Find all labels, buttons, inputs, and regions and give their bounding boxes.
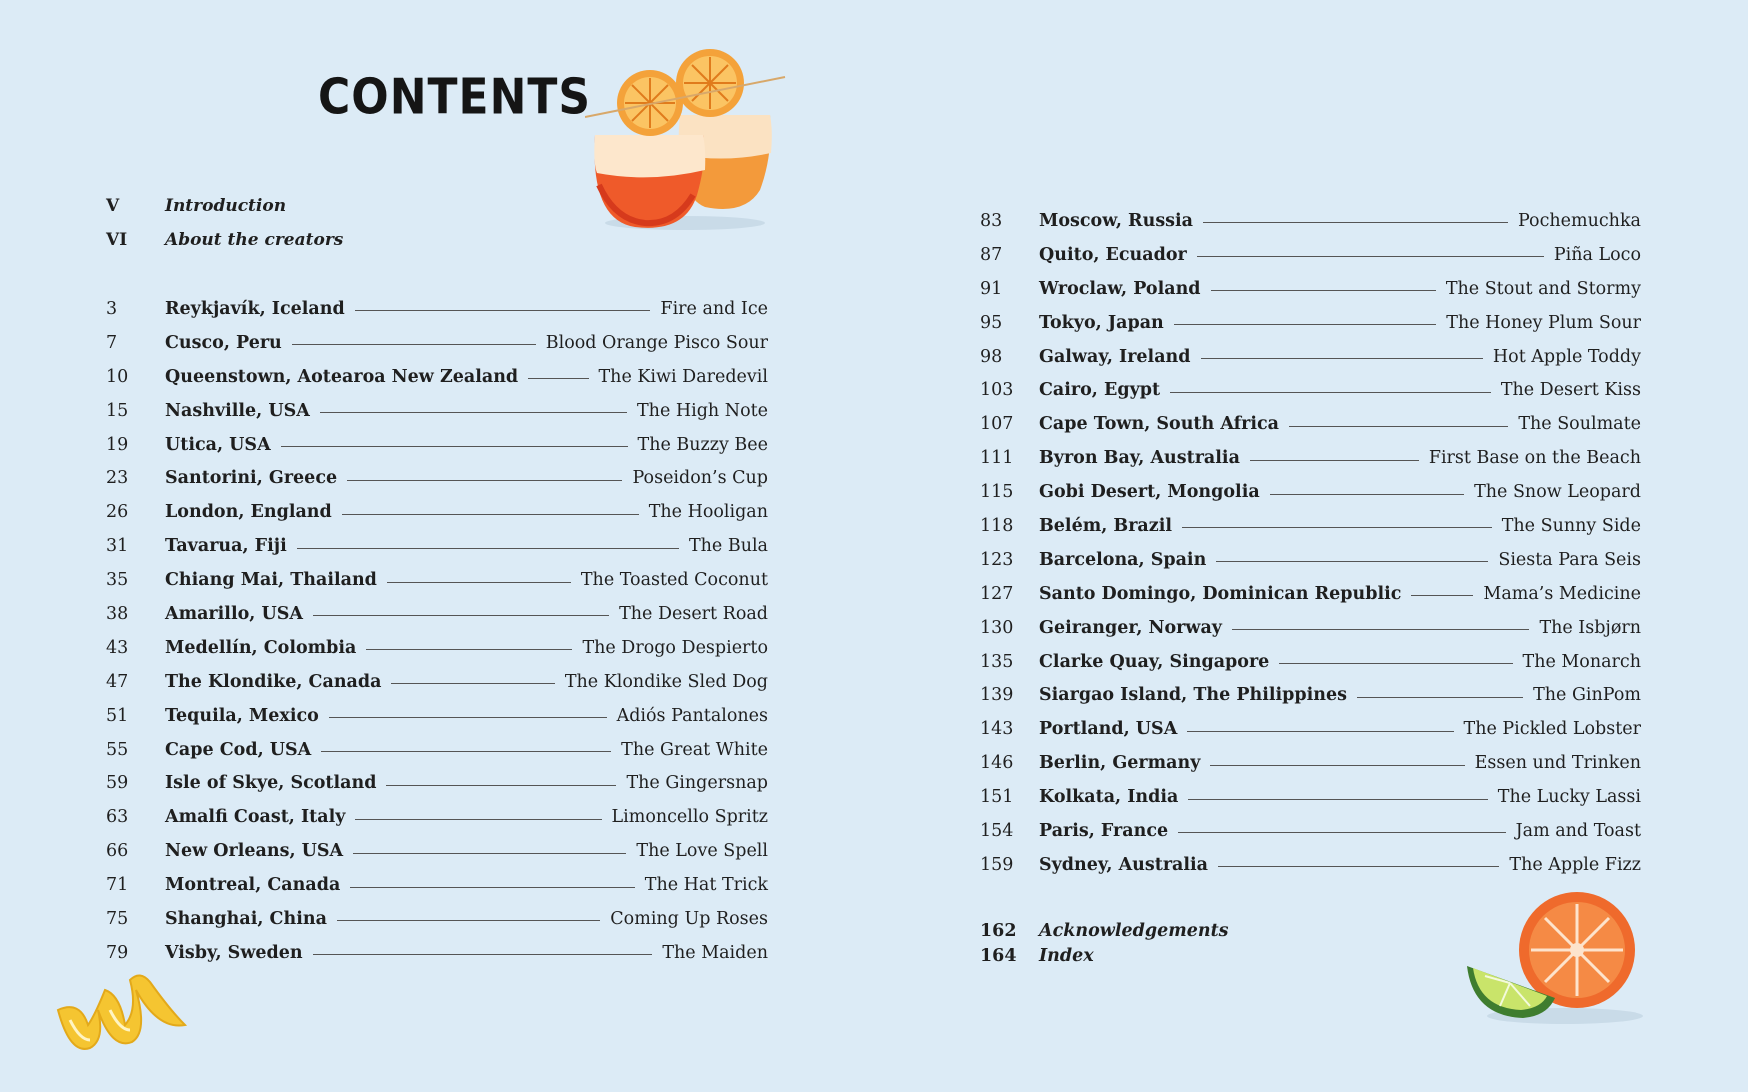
toc-place: Santorini, Greece [165,468,338,489]
toc-page-number: 111 [980,448,1014,469]
toc-page-number: 59 [106,773,129,794]
toc-row-santorini-greece[interactable] [106,461,768,495]
toc-row-index[interactable] [980,943,1229,968]
toc-drink: The Toasted Coconut [580,570,768,591]
toc-drink: Coming Up Roses [610,908,768,929]
toc-drink: The Lucky Lassi [1497,787,1641,808]
toc-page-number: 107 [980,414,1014,435]
toc-page-number: 75 [106,908,129,929]
toc-place: Siargao Island, The Philippines [1039,685,1347,706]
toc-page-number: 7 [106,332,118,353]
toc-page-number: 135 [980,651,1014,672]
toc-drink: Hot Apple Toddy [1492,346,1641,367]
toc-page-number: 146 [980,753,1014,774]
toc-leader-line [320,412,627,413]
toc-leader-line [1203,222,1508,223]
toc-label: Acknowledgements [1039,920,1229,941]
toc-row-reykjavik-iceland[interactable] [106,292,768,326]
toc-row-paris-france[interactable] [980,814,1641,848]
toc-place: Queenstown, Aotearoa New Zealand [165,366,519,387]
toc-place: Berlin, Germany [1039,753,1201,774]
toc-drink: Essen und Trinken [1474,753,1641,774]
toc-page-number: 118 [980,515,1014,536]
toc-place: Amalfi Coast, Italy [165,807,346,828]
toc-leader-line [387,582,571,583]
toc-leader-line [353,853,626,854]
toc-page-number: 3 [106,298,118,319]
toc-row-tequila-mexico[interactable] [106,699,768,733]
toc-leader-line [355,310,651,311]
toc-page-number: 19 [106,434,129,455]
toc-place: Medellín, Colombia [165,637,357,658]
toc-place: The Klondike, Canada [165,671,382,692]
toc-page-number: 35 [106,570,129,591]
toc-place: Tokyo, Japan [1039,312,1164,333]
toc-drink: Adiós Pantalones [616,705,768,726]
page-title: CONTENTS [318,68,592,127]
toc-row-clarke-quay-singapore[interactable] [980,645,1641,679]
toc-leader-line [386,785,616,786]
toc-page-number: 47 [106,671,129,692]
toc-page-number: 51 [106,705,129,726]
toc-row-london-england[interactable] [106,495,768,529]
toc-drink: The Gingersnap [626,773,768,794]
toc-drink: Jam and Toast [1515,820,1641,841]
toc-leader-line [337,920,600,921]
toc-row-belem-brazil[interactable] [980,509,1641,543]
toc-page-number: 55 [106,739,129,760]
toc-leader-line [1188,799,1487,800]
toc-row-montreal-canada[interactable] [106,868,768,902]
toc-row-new-orleans-usa[interactable] [106,834,768,868]
toc-place: Galway, Ireland [1039,346,1191,367]
toc-row-nashville-usa[interactable] [106,394,768,428]
toc-drink: Fire and Ice [660,298,768,319]
toc-leader-line [1211,290,1436,291]
toc-place: Belém, Brazil [1039,515,1172,536]
toc-row-berlin-germany[interactable] [980,746,1641,780]
toc-row-moscow-russia[interactable] [980,204,1641,238]
toc-page-number: 38 [106,603,129,624]
toc-place: Moscow, Russia [1039,210,1194,231]
toc-page-number: 79 [106,942,129,963]
toc-place: London, England [165,502,332,523]
toc-place: Portland, USA [1039,719,1178,740]
toc-label: About the creators [165,230,344,250]
toc-row-chiang-mai-thailand[interactable] [106,563,768,597]
toc-row-queenstown-aotearoa-new-zealand[interactable] [106,360,768,394]
toc-page-number: 154 [980,820,1014,841]
toc-page-number: 66 [106,841,129,862]
toc-drink: First Base on the Beach [1428,448,1641,469]
toc-drink: Blood Orange Pisco Sour [545,332,768,353]
toc-page-number: 31 [106,536,129,557]
toc-place: Byron Bay, Australia [1039,448,1240,469]
toc-drink: Piña Loco [1553,244,1641,265]
toc-row-amalfi-coast-italy[interactable] [106,800,768,834]
toc-drink: The Desert Road [619,603,768,624]
toc-page-number: 115 [980,482,1014,503]
toc-drink: The Isbjørn [1539,617,1641,638]
toc-row-siargao-island-the-philippines[interactable] [980,678,1641,712]
toc-page-number: 83 [980,210,1003,231]
toc-page-number: 95 [980,312,1003,333]
toc-leader-line [313,954,653,955]
toc-left-column [106,292,768,970]
toc-leader-line [1187,731,1453,732]
toc-page-number: 143 [980,719,1014,740]
toc-page-number: 26 [106,502,129,523]
cocktail-glasses-illustration [585,45,795,235]
toc-place: Isle of Skye, Scotland [165,773,377,794]
toc-drink: The Stout and Stormy [1445,278,1641,299]
toc-label: Introduction [165,196,287,216]
toc-page-number: 87 [980,244,1003,265]
toc-drink: Mama’s Medicine [1483,583,1641,604]
toc-row-cape-town-south-africa[interactable] [980,407,1641,441]
toc-row-the-klondike-canada[interactable] [106,665,768,699]
toc-leader-line [321,751,611,752]
toc-row-shanghai-china[interactable] [106,902,768,936]
toc-place: Quito, Ecuador [1039,244,1187,265]
toc-place: Wroclaw, Poland [1039,278,1201,299]
toc-page-number: V [106,196,120,216]
toc-place: Barcelona, Spain [1039,549,1207,570]
toc-row-amarillo-usa[interactable] [106,597,768,631]
toc-drink: The Sunny Side [1501,515,1641,536]
toc-drink: The High Note [637,400,768,421]
toc-leader-line [366,649,572,650]
toc-leader-line [313,615,609,616]
toc-leader-line [297,548,679,549]
toc-row-portland-usa[interactable] [980,712,1641,746]
toc-place: Paris, France [1039,820,1169,841]
toc-leader-line [347,480,622,481]
toc-page-number: 98 [980,346,1003,367]
toc-page-number: VI [106,230,128,250]
toc-place: Cusco, Peru [165,332,282,353]
toc-leader-line [1182,527,1492,528]
toc-place: Cape Cod, USA [165,739,312,760]
toc-drink: Siesta Para Seis [1498,549,1641,570]
toc-leader-line [1178,832,1506,833]
toc-place: Gobi Desert, Mongolia [1039,482,1260,503]
toc-row-quito-ecuador[interactable] [980,238,1641,272]
toc-row-acknowledgements[interactable] [980,918,1229,943]
toc-drink: The Monarch [1522,651,1641,672]
toc-drink: The Desert Kiss [1500,380,1641,401]
toc-leader-line [1232,629,1529,630]
toc-row-sydney-australia[interactable] [980,848,1641,882]
toc-drink: The Snow Leopard [1474,482,1641,503]
toc-row-about-creators[interactable] [106,225,343,255]
toc-place: Clarke Quay, Singapore [1039,651,1270,672]
toc-leader-line [292,344,536,345]
toc-leader-line [1210,765,1464,766]
toc-drink: The Buzzy Bee [637,434,768,455]
toc-place: Shanghai, China [165,908,327,929]
toc-page-number: 127 [980,583,1014,604]
toc-place: Amarillo, USA [165,603,303,624]
toc-place: Kolkata, India [1039,787,1179,808]
toc-row-wroclaw-poland[interactable] [980,272,1641,306]
toc-row-introduction[interactable] [106,191,286,221]
toc-row-cusco-peru[interactable] [106,326,768,360]
toc-leader-line [1174,324,1437,325]
toc-place: Santo Domingo, Dominican Republic [1039,583,1402,604]
toc-place: Geiranger, Norway [1039,617,1222,638]
toc-leader-line [350,887,635,888]
toc-row-cairo-egypt[interactable] [980,373,1641,407]
toc-place: Reykjavík, Iceland [165,298,345,319]
toc-leader-line [1218,866,1499,867]
toc-leader-line [355,819,601,820]
toc-leader-line [1357,697,1523,698]
toc-page-number: 43 [106,637,129,658]
toc-page-number: 139 [980,685,1014,706]
lemon-peel-illustration [50,970,195,1060]
toc-page-number: 159 [980,854,1014,875]
toc-leader-line [281,446,628,447]
toc-row-galway-ireland[interactable] [980,340,1641,374]
citrus-slices-illustration [1465,888,1655,1028]
toc-place: Montreal, Canada [165,875,341,896]
toc-row-geiranger-norway[interactable] [980,611,1641,645]
toc-row-barcelona-spain[interactable] [980,543,1641,577]
toc-row-kolkata-india[interactable] [980,780,1641,814]
toc-row-byron-bay-australia[interactable] [980,441,1641,475]
toc-leader-line [1201,358,1483,359]
toc-row-utica-usa[interactable] [106,428,768,462]
toc-place: Nashville, USA [165,400,310,421]
toc-leader-line [1270,494,1464,495]
toc-page-number: 15 [106,400,129,421]
toc-leader-line [1250,460,1419,461]
toc-row-tokyo-japan[interactable] [980,306,1641,340]
toc-place: Cairo, Egypt [1039,380,1161,401]
toc-leader-line [1411,595,1473,596]
toc-drink: The Maiden [662,942,768,963]
toc-leader-line [329,717,607,718]
toc-drink: The Soulmate [1518,414,1641,435]
toc-page-number: 103 [980,380,1014,401]
toc-label: Index [1039,945,1094,966]
toc-drink: The Pickled Lobster [1463,719,1641,740]
toc-place: New Orleans, USA [165,841,344,862]
toc-drink: The GinPom [1533,685,1641,706]
toc-leader-line [1279,663,1512,664]
toc-place: Utica, USA [165,434,271,455]
toc-place: Visby, Sweden [165,942,303,963]
toc-place: Cape Town, South Africa [1039,414,1279,435]
toc-row-medellin-colombia[interactable] [106,631,768,665]
toc-page-number: 151 [980,787,1014,808]
toc-leader-line [391,683,554,684]
toc-place: Sydney, Australia [1039,854,1209,875]
toc-row-visby-sweden[interactable] [106,936,768,970]
toc-page-number: 71 [106,875,129,896]
toc-leader-line [1170,392,1491,393]
toc-page-number: 63 [106,807,129,828]
toc-page-number: 23 [106,468,129,489]
toc-leader-line [342,514,639,515]
toc-page-number: 123 [980,549,1014,570]
toc-drink: The Apple Fizz [1509,854,1641,875]
toc-leader-line [1197,256,1544,257]
toc-leader-line [1289,426,1508,427]
toc-place: Chiang Mai, Thailand [165,570,377,591]
toc-drink: The Bula [688,536,768,557]
toc-place: Tequila, Mexico [165,705,319,726]
toc-drink: The Drogo Despierto [582,637,768,658]
toc-page-number: 130 [980,617,1014,638]
toc-drink: The Klondike Sled Dog [564,671,768,692]
toc-drink: The Hat Trick [644,875,768,896]
toc-page-number: 164 [980,945,1017,966]
toc-row-tavarua-fiji[interactable] [106,529,768,563]
toc-row-santo-domingo-dominican-republic[interactable] [980,577,1641,611]
toc-back-matter [980,918,1229,968]
toc-drink: The Honey Plum Sour [1446,312,1641,333]
toc-drink: Limoncello Spritz [611,807,768,828]
toc-drink: The Great White [621,739,768,760]
toc-page-number: 10 [106,366,129,387]
toc-leader-line [528,378,588,379]
toc-drink: The Love Spell [636,841,768,862]
toc-page-number: 162 [980,920,1017,941]
toc-right-column [980,204,1641,882]
toc-drink: The Kiwi Daredevil [598,366,768,387]
toc-row-isle-of-skye-scotland[interactable] [106,766,768,800]
toc-drink: The Hooligan [648,502,768,523]
toc-place: Tavarua, Fiji [165,536,287,557]
toc-drink: Pochemuchka [1517,210,1641,231]
toc-leader-line [1216,561,1488,562]
toc-drink: Poseidon’s Cup [632,468,768,489]
toc-row-cape-cod-usa[interactable] [106,733,768,767]
toc-page-number: 91 [980,278,1003,299]
toc-row-gobi-desert-mongolia[interactable] [980,475,1641,509]
